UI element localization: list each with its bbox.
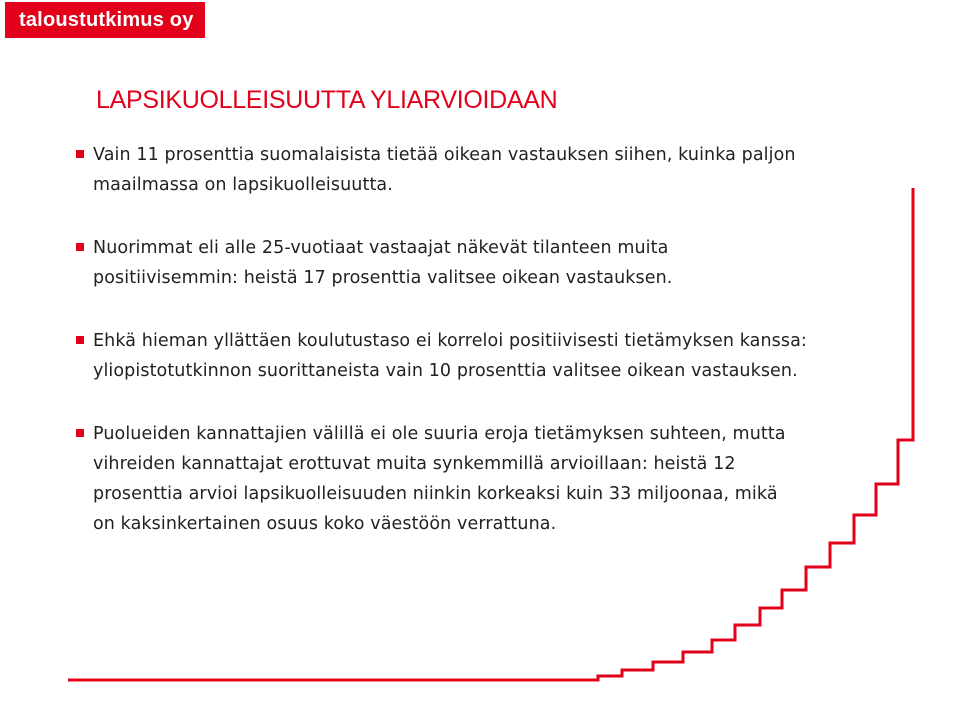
bullet-line: Vain 11 prosenttia suomalaisista tietää oikean vastauksen siihen, kuinka paljon: [93, 145, 796, 165]
rising-bars-outline: [68, 188, 913, 680]
bullet-line: Nuorimmat eli alle 25-vuotiaat vastaajat näkevät tilanteen muita: [93, 238, 669, 258]
bullet-line: prosenttia arvioi lapsikuolleisuuden niinkin korkeaksi kuin 33 miljoonaa, mikä: [93, 484, 778, 504]
bullet-line: yliopistotutkinnon suorittaneista vain 10 prosenttia valitsee oikean vastauksen.: [93, 361, 798, 381]
logo-text: taloustutkimus oy: [19, 9, 194, 31]
bullet-line: Puolueiden kannattajien välillä ei ole suuria eroja tietämyksen suhteen, mutta: [93, 424, 786, 444]
bullet-line: Ehkä hieman yllättäen koulutustaso ei korreloi positiivisesti tietämyksen kanssa:: [93, 331, 807, 351]
bullet-line: positiivisemmin: heistä 17 prosenttia valitsee oikean vastauksen.: [93, 268, 673, 288]
bullet-line: vihreiden kannattajat erottuvat muita synkemmillä arvioillaan: heistä 12: [93, 454, 736, 474]
bullet-line: maailmassa on lapsikuolleisuutta.: [93, 175, 393, 195]
bullet-line: on kaksinkertainen osuus koko väestöön verrattuna.: [93, 514, 557, 534]
slide-title: LAPSIKUOLLEISUUTTA YLIARVIOIDAAN: [96, 86, 558, 114]
